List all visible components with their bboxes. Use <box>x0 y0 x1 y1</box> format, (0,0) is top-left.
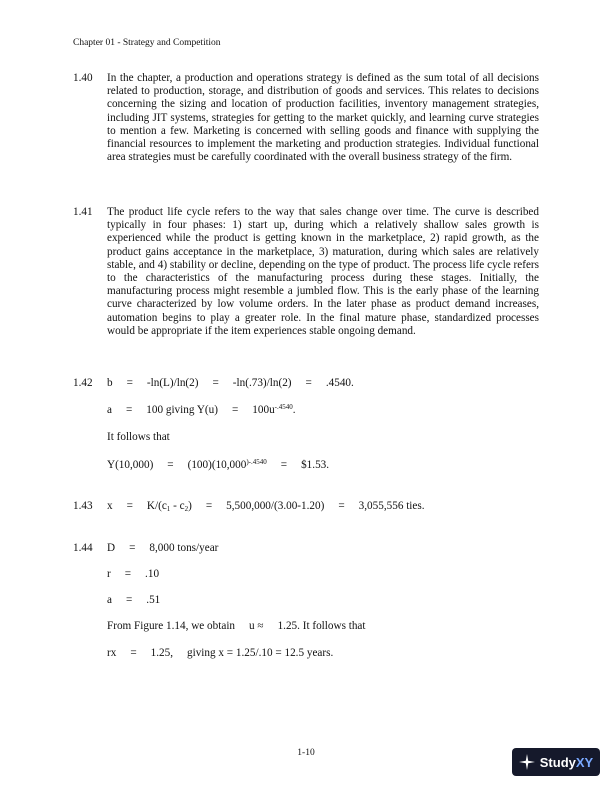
answer-number: 1.42 <box>73 377 93 389</box>
studyxy-logo <box>512 748 600 776</box>
rate-line: r = .10 <box>107 568 160 580</box>
result-line: rx = 1.25, giving x = 1.25/.10 = 12.5 years. <box>107 647 334 659</box>
plus-star-icon <box>519 754 535 770</box>
answer-text: In the chapter, a production and operations strategy is defined as the sum total of all decisions related to production, storage, and distribution of goods and services. This relates to decisions concerning the sizing and location of production facilities, inventory management strategies, including JIT systems, strategies for getting to the market quickly, and learning curve strategies to mention a few. Marketing is concerned with selling goods and finance with supplying the financial resources to implement the marketing and production strategies. Individual functional area strategies must be carefully coordinated with the overall business strategy of the firm. <box>107 72 539 164</box>
answer-number: 1.41 <box>73 206 93 218</box>
answer-1-41 <box>73 206 539 338</box>
answer-1-40 <box>73 72 539 164</box>
figure-reference-line: From Figure 1.14, we obtain u ≈ 1.25. It follows that <box>107 620 366 632</box>
formula-x-equation: $x = K/(c_1 - c_2) = 5,500,000/(3.00-1.20) = 3,055,556$ ties. <box>107 500 425 513</box>
answer-number: 1.43 <box>73 500 93 512</box>
a-line: a = .51 <box>107 594 161 606</box>
demand-line: D = 8,000 tons/year <box>107 542 219 554</box>
page-number: 1-10 <box>297 748 315 758</box>
formula-b-equation: b = -ln(L)/ln(2) = -ln(.73)/ln(2) = .4540. <box>107 377 354 389</box>
formula-y-result: $Y(10,000) = (100)(10,000^{)-.4540}$ = $1.53. <box>107 458 330 471</box>
answer-number: 1.40 <box>73 72 93 84</box>
answer-number: 1.44 <box>73 542 93 554</box>
formula-a-equation: a = 100 giving $Y(u) = 100u^{-.4540}$. <box>107 403 296 416</box>
page-header: Chapter 01 - Strategy and Competition <box>73 38 221 48</box>
answer-text: The product life cycle refers to the way that sales change over time. The curve is described typically in four phases: 1) start up, during which a relatively shallow sales growth is experienced while the product is getting known in the marketplace, 2) rapid growth, as the product gains acceptance in the marketplace, 3) maturation, during which sales are relatively stable, and 4) stability or decline, depending on the type of product. The process life cycle refers to the characteristics of the manufacturing process during these stages. Initially, the manufacturing process might resemble a jumbled flow. This is the early phase of the learning curve characterized by low volume orders. In the later phase as product demand increases, automation begins to play a greater role. In the final mature phase, standardized processes would be appropriate if the item experiences stable ongoing demand. <box>107 206 539 337</box>
logo-text: StudyXY <box>539 754 594 770</box>
follows-text: It follows that <box>107 431 170 443</box>
